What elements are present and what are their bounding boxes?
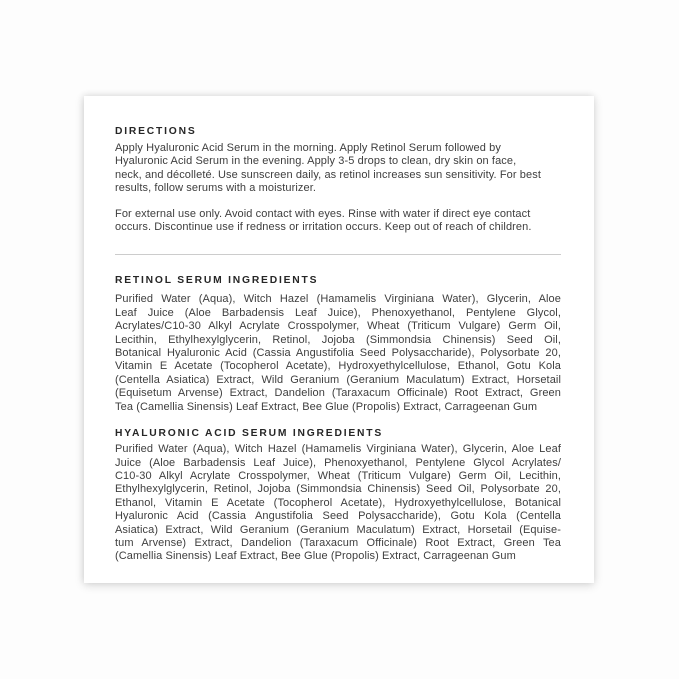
text-line: Ethanol, Vitamin E Acetate (Tocopherol Acetate), Hydroxyethylcellulose, Botanical (115, 496, 561, 509)
text-line: (Centella Asiatica) Extract, Wild Geranium (Geranium Maculatum) Extract, Horsetail (115, 373, 561, 386)
text-line: Vitamin E Acetate (Tocopherol Acetate), Hydroxyethylcellulose, Ethanol, Gotu Kola (115, 360, 561, 373)
text-line: Purified Water (Aqua), Witch Hazel (Hamamelis Virginiana Water), Glycerin, Aloe Leaf (115, 443, 561, 456)
text-line: tum Arvense) Extract, Dandelion (Taraxacum Officinale) Root Extract, Green Tea (115, 536, 561, 549)
text-line: Hyaluronic Acid Serum in the evening. Apply 3-5 drops to clean, dry skin on face, (115, 155, 517, 168)
retinol-ingredients-heading: RETINOL SERUM INGREDIENTS (115, 275, 319, 287)
text-line: Leaf Juice (Aloe Barbadensis Leaf Juice), Phenoxyethanol, Pentylene Glycol, (115, 306, 561, 319)
hyaluronic-ingredients-paragraph (115, 443, 561, 564)
text-line: (Camellia Sinensis) Leaf Extract, Bee Glue (Propolis) Extract, Carrageenan Gum (115, 550, 516, 563)
text-line: (Equisetum Arvense) Extract, Dandelion (Taraxacum Officinale) Root Extract, Green (115, 387, 561, 400)
directions-heading: DIRECTIONS (115, 126, 197, 137)
text-line: For external use only. Avoid contact with eyes. Rinse with water if direct eye contact (115, 207, 531, 220)
text-line: Purified Water (Aqua), Witch Hazel (Hamamelis Virginiana Water), Glycerin, Aloe (115, 293, 561, 306)
section-divider (115, 254, 561, 255)
text-line: Tea (Camellia Sinensis) Leaf Extract, Bee Glue (Propolis) Extract, Carrageenan Gum (115, 400, 538, 413)
text-line: Botanical Hyaluronic Acid (Cassia Angustifolia Seed Polysaccharide), Polysorbate 20, (115, 347, 561, 360)
text-line: Juice (Aloe Barbadensis Leaf Juice), Phenoxyethanol, Pentylene Glycol Acrylates/ (115, 456, 561, 469)
retinol-ingredients-paragraph (115, 293, 561, 414)
text-line: Ethylhexylglycerin, Retinol, Jojoba (Simmondsia Chinensis) Seed Oil, Polysorbate 20, (115, 483, 561, 496)
label-card (84, 96, 594, 583)
hyaluronic-ingredients-heading: HYALURONIC ACID SERUM INGREDIENTS (115, 428, 384, 440)
text-line: Hyaluronic Acid (Cassia Angustifolia Seed Polysaccharide), Gotu Kola (Centella (115, 510, 561, 523)
text-line: Apply Hyaluronic Acid Serum in the morning. Apply Retinol Serum followed by (115, 142, 501, 154)
text-line: C10-30 Alkyl Acrylate Crosspolymer, Wheat (Triticum Vulgare) Germ Oil, Lecithin, (115, 469, 561, 482)
directions-paragraph-warning (115, 208, 561, 235)
text-line: Acrylates/C10-30 Alkyl Acrylate Crosspolymer, Wheat (Triticum Vulgare) Germ Oil, (115, 320, 561, 333)
text-line: results, follow serums with a moisturizer. (115, 182, 317, 195)
text-line: Asiatica) Extract, Wild Geranium (Geranium Maculatum) Extract, Horsetail (Equise- (115, 523, 561, 536)
text-line: Lecithin, Ethylhexylglycerin, Retinol, Jojoba (Simmondsia Chinensis) Seed Oil, (115, 333, 561, 346)
text-line: neck, and décolleté. Use sunscreen daily, as retinol increases sun sensitivity. For best (115, 168, 541, 181)
directions-paragraph-usage (115, 142, 561, 196)
text-line: occurs. Discontinue use if redness or irritation occurs. Keep out of reach of children. (115, 221, 532, 234)
